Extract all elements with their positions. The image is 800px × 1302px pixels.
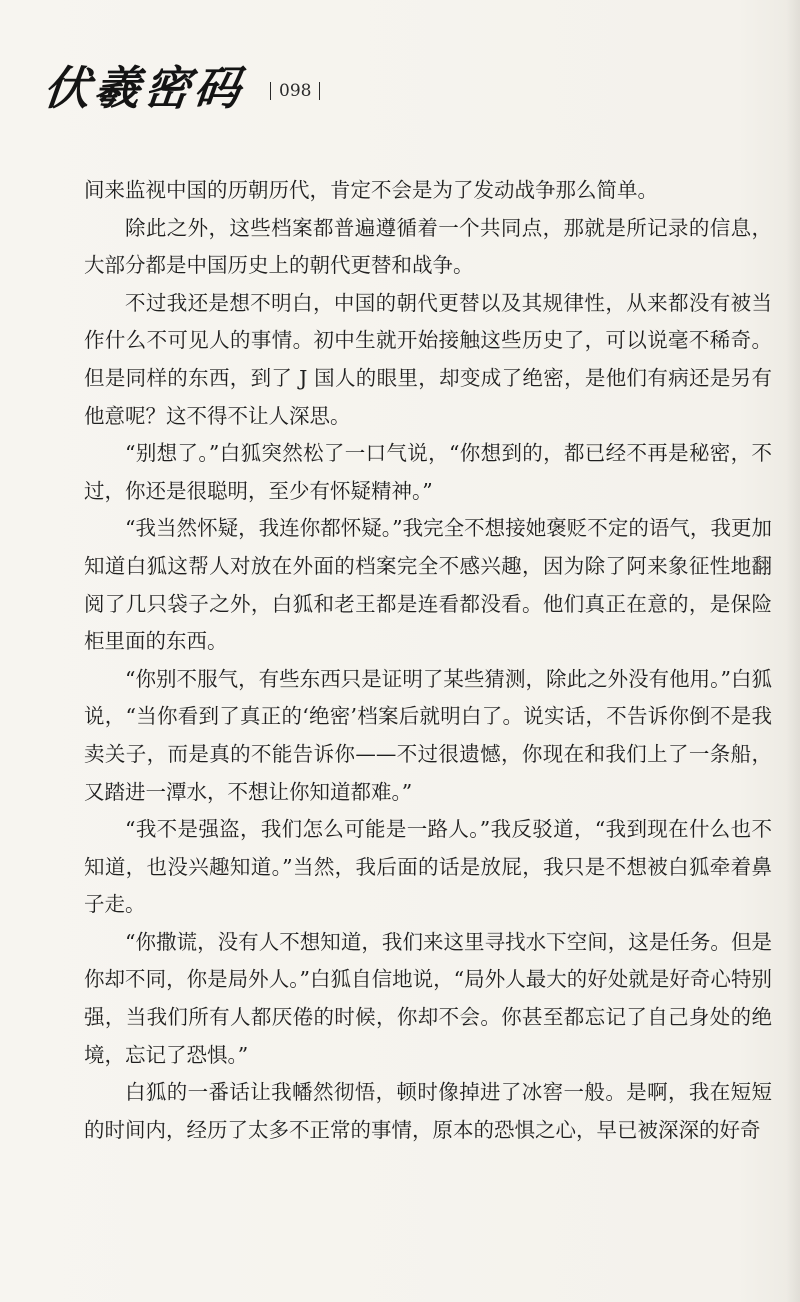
paragraph: 白狐的一番话让我幡然彻悟，顿时像掉进了冰窖一般。是啊，我在短短的时间内，经历了太多不正常的事情，原本的恐惧之心，早已被深深的好奇 [84,1080,772,1142]
paragraph: “你别不服气，有些东西只是证明了某些猜测，除此之外没有他用。”白狐说，“当你看到了真正的‘绝密’档案后就明白了。说实话，不告诉你倒不是我卖关子，而是真的不能告诉你——不过很遗憾，你现在和我们上了一条船，又踏进一潭水，不想让你知道都难。” [84,666,772,804]
page-header [41,58,328,118]
paragraph: “我当然怀疑，我连你都怀疑。”我完全不想接她褒贬不定的语气，我更加知道白狐这帮人对放在外面的档案完全不感兴趣，因为除了阿来象征性地翻阅了几只袋子之外，白狐和老王都是连看都没看。他们真正在意的，是保险柜里面的东西。 [84,516,772,654]
page-number: 098 [279,81,312,101]
paragraph: “你撒谎，没有人不想知道，我们来这里寻找水下空间，这是任务。但是你却不同，你是局外人。”白狐自信地说，“局外人最大的好处就是好奇心特别强，当我们所有人都厌倦的时候，你却不会。你甚至都忘记了自己身处的绝境，忘记了恐惧。” [84,929,772,1067]
page-number-left-bar [270,82,271,100]
paragraph: “别想了。”白狐突然松了一口气说，“你想到的，都已经不再是秘密，不过，你还是很聪明，至少有怀疑精神。” [84,441,772,503]
page-number-box [262,81,328,101]
body-text [84,172,772,1149]
paragraph-continued: 间来监视中国的历朝历代，肯定不会是为了发动战争那么简单。 [84,178,658,202]
page-number-right-bar [319,82,320,100]
paragraph: 除此之外，这些档案都普遍遵循着一个共同点，那就是所记录的信息，大部分都是中国历史上的朝代更替和战争。 [84,215,772,278]
page-edge-shadow [786,0,800,1302]
paragraph: 不过我还是想不明白，中国的朝代更替以及其规律性，从来都没有被当作什么不可见人的事情。初中生就开始接触这些历史了，可以说毫不稀奇。但是同样的东西，到了 J 国人的眼里，却变成了绝密，是他们有病还是另有他意呢？这不得不让人深思。 [84,290,772,428]
paragraph: “我不是强盗，我们怎么可能是一路人。”我反驳道，“我到现在什么也不知道，也没兴趣知道。”当然，我后面的话是放屁，我只是不想被白狐牵着鼻子走。 [84,817,772,917]
book-title: 伏羲密码 [41,61,247,115]
